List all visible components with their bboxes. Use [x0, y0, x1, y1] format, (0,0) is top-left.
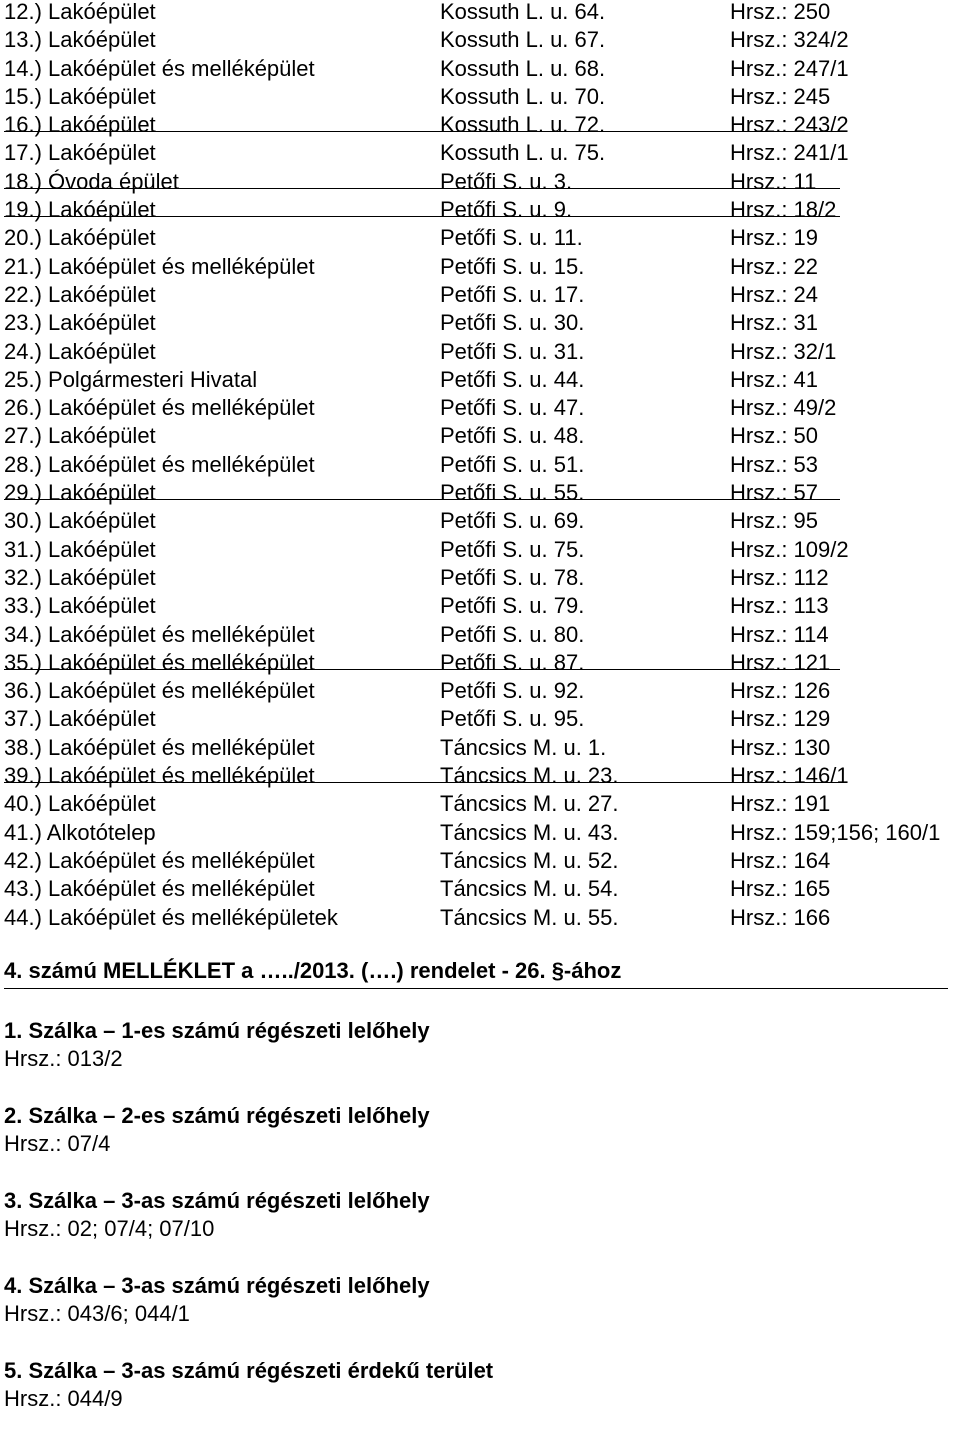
item-hrsz: Hrsz.: 18/2 — [730, 197, 837, 223]
item-name: 14.) Lakóépület és melléképület — [4, 55, 315, 81]
item-hrsz: Hrsz.: 243/2 — [730, 112, 849, 138]
item-address: Kossuth L. u. 64. — [440, 0, 606, 24]
archaeological-sites-list — [4, 1017, 944, 1442]
item-address: Petőfi S. u. 87. — [440, 649, 585, 675]
item-name: 24.) Lakóépület — [4, 338, 156, 364]
item-name: 37.) Lakóépület — [4, 706, 156, 732]
list-item — [0, 255, 960, 283]
item-name: 25.) Polgármesteri Hivatal — [4, 366, 258, 392]
list-item — [0, 509, 960, 537]
item-address: Petőfi S. u. 9. — [440, 197, 573, 223]
item-name: 35.) Lakóépület és melléképület — [4, 649, 315, 675]
item-address: Kossuth L. u. 75. — [440, 140, 606, 166]
item-name: 17.) Lakóépület — [4, 140, 156, 166]
item-hrsz: Hrsz.: 241/1 — [730, 140, 849, 166]
site-entry — [4, 1102, 944, 1187]
list-item — [0, 28, 960, 56]
item-address: Petőfi S. u. 11. — [440, 225, 583, 251]
item-hrsz: Hrsz.: 129 — [730, 706, 831, 732]
list-item — [0, 877, 960, 905]
item-address: Táncsics M. u. 1. — [440, 734, 607, 760]
item-address: Táncsics M. u. 54. — [440, 876, 619, 902]
item-name: 18.) Óvoda épület — [4, 168, 179, 194]
item-name: 31.) Lakóépület — [4, 536, 156, 562]
item-address: Petőfi S. u. 78. — [440, 564, 585, 590]
item-address: Kossuth L. u. 70. — [440, 83, 606, 109]
item-address: Petőfi S. u. 15. — [440, 253, 585, 279]
item-name: 26.) Lakóépület és melléképület — [4, 395, 315, 421]
item-hrsz: Hrsz.: 164 — [730, 847, 831, 873]
item-name: 19.) Lakóépület — [4, 197, 156, 223]
item-name: 21.) Lakóépület és melléképület — [4, 253, 315, 279]
item-address: Kossuth L. u. 72. — [440, 112, 606, 138]
site-entry — [4, 1357, 944, 1442]
item-address: Petőfi S. u. 17. — [440, 281, 585, 307]
list-item — [0, 481, 960, 509]
item-hrsz: Hrsz.: 130 — [730, 734, 831, 760]
list-item — [0, 311, 960, 339]
site-entry — [4, 1017, 944, 1102]
site-hrsz: Hrsz.: 044/9 — [4, 1386, 123, 1411]
item-name: 22.) Lakóépület — [4, 281, 156, 307]
item-name: 29.) Lakóépület — [4, 480, 156, 506]
item-hrsz: Hrsz.: 250 — [730, 0, 831, 24]
item-hrsz: Hrsz.: 32/1 — [730, 338, 837, 364]
list-item — [0, 906, 960, 934]
list-item — [0, 198, 960, 226]
item-name: 33.) Lakóépület — [4, 593, 156, 619]
item-address: Petőfi S. u. 69. — [440, 508, 585, 534]
item-hrsz: Hrsz.: 109/2 — [730, 536, 849, 562]
item-name: 40.) Lakóépület — [4, 791, 156, 817]
item-name: 38.) Lakóépület és melléképület — [4, 734, 315, 760]
list-item — [0, 792, 960, 820]
item-name: 16.) Lakóépület — [4, 112, 156, 138]
list-item — [0, 368, 960, 396]
item-hrsz: Hrsz.: 113 — [730, 593, 829, 619]
list-item — [0, 821, 960, 849]
item-hrsz: Hrsz.: 53 — [730, 451, 819, 477]
item-address: Petőfi S. u. 47. — [440, 395, 585, 421]
item-address: Petőfi S. u. 80. — [440, 621, 585, 647]
item-address: Táncsics M. u. 43. — [440, 819, 619, 845]
site-hrsz: Hrsz.: 043/6; 044/1 — [4, 1301, 190, 1326]
item-hrsz: Hrsz.: 121 — [730, 649, 831, 675]
list-item — [0, 170, 960, 198]
item-hrsz: Hrsz.: 49/2 — [730, 395, 837, 421]
item-name: 41.) Alkotótelep — [4, 819, 156, 845]
list-item — [0, 651, 960, 679]
item-name: 43.) Lakóépület és melléképület — [4, 876, 315, 902]
list-item — [0, 623, 960, 651]
item-address: Petőfi S. u. 51. — [440, 451, 585, 477]
item-hrsz: Hrsz.: 112 — [730, 564, 829, 590]
item-address: Petőfi S. u. 92. — [440, 678, 585, 704]
item-name: 15.) Lakóépület — [4, 83, 156, 109]
item-address: Petőfi S. u. 55. — [440, 480, 585, 506]
item-address: Petőfi S. u. 31. — [440, 338, 585, 364]
item-hrsz: Hrsz.: 114 — [730, 621, 829, 647]
list-item — [0, 283, 960, 311]
item-hrsz: Hrsz.: 245 — [730, 83, 831, 109]
item-name: 30.) Lakóépület — [4, 508, 156, 534]
list-item — [0, 424, 960, 452]
item-name: 12.) Lakóépület — [4, 0, 156, 24]
item-hrsz: Hrsz.: 41 — [730, 366, 819, 392]
item-name: 13.) Lakóépület — [4, 27, 156, 53]
item-address: Petőfi S. u. 79. — [440, 593, 585, 619]
item-name: 32.) Lakóépület — [4, 564, 156, 590]
list-item — [0, 736, 960, 764]
list-item — [0, 85, 960, 113]
item-hrsz: Hrsz.: 166 — [730, 904, 831, 930]
item-name: 23.) Lakóépület — [4, 310, 156, 336]
item-hrsz: Hrsz.: 324/2 — [730, 27, 849, 53]
item-hrsz: Hrsz.: 165 — [730, 876, 831, 902]
item-address: Petőfi S. u. 30. — [440, 310, 585, 336]
item-name: 28.) Lakóépület és melléképület — [4, 451, 315, 477]
item-hrsz: Hrsz.: 159;156; 160/1 — [730, 819, 941, 845]
item-name: 27.) Lakóépület — [4, 423, 156, 449]
item-address: Petőfi S. u. 44. — [440, 366, 585, 392]
item-address: Táncsics M. u. 55. — [440, 904, 619, 930]
site-hrsz: Hrsz.: 02; 07/4; 07/10 — [4, 1216, 215, 1241]
list-item — [0, 764, 960, 792]
item-address: Kossuth L. u. 68. — [440, 55, 606, 81]
item-hrsz: Hrsz.: 50 — [730, 423, 819, 449]
list-item — [0, 141, 960, 169]
item-address: Petőfi S. u. 3. — [440, 168, 573, 194]
site-title: 3. Szálka – 3-as számú régészeti lelőhely — [4, 1188, 430, 1213]
list-item — [0, 566, 960, 594]
item-hrsz: Hrsz.: 31 — [730, 310, 819, 336]
item-hrsz: Hrsz.: 11 — [730, 168, 817, 194]
list-item — [0, 453, 960, 481]
item-address: Táncsics M. u. 27. — [440, 791, 619, 817]
item-name: 36.) Lakóépület és melléképület — [4, 678, 315, 704]
list-item — [0, 340, 960, 368]
list-item — [0, 707, 960, 735]
item-address: Kossuth L. u. 67. — [440, 27, 606, 53]
site-title: 4. Szálka – 3-as számú régészeti lelőhely — [4, 1273, 430, 1298]
item-name: 39.) Lakóépület és melléképület — [4, 763, 315, 789]
annex-heading: 4. számú MELLÉKLET a …../2013. (….) rendelet - 26. §-ához — [4, 958, 948, 989]
item-name: 42.) Lakóépület és melléképület — [4, 847, 315, 873]
list-item — [0, 226, 960, 254]
item-name: 44.) Lakóépület és melléképületek — [4, 904, 338, 930]
item-hrsz: Hrsz.: 247/1 — [730, 55, 849, 81]
item-address: Petőfi S. u. 48. — [440, 423, 585, 449]
site-title: 2. Szálka – 2-es számú régészeti lelőhely — [4, 1103, 430, 1128]
item-hrsz: Hrsz.: 191 — [730, 791, 831, 817]
list-item — [0, 849, 960, 877]
item-name: 34.) Lakóépület és melléképület — [4, 621, 315, 647]
site-hrsz: Hrsz.: 07/4 — [4, 1131, 111, 1156]
item-hrsz: Hrsz.: 24 — [730, 281, 819, 307]
item-name: 20.) Lakóépület — [4, 225, 156, 251]
site-entry — [4, 1187, 944, 1272]
site-title: 5. Szálka – 3-as számú régészeti érdekű terület — [4, 1358, 494, 1383]
site-entry — [4, 1272, 944, 1357]
site-hrsz: Hrsz.: 013/2 — [4, 1046, 123, 1071]
item-address: Petőfi S. u. 75. — [440, 536, 585, 562]
item-hrsz: Hrsz.: 22 — [730, 253, 819, 279]
list-item — [0, 0, 960, 28]
item-hrsz: Hrsz.: 146/1 — [730, 763, 849, 789]
list-item — [0, 679, 960, 707]
item-hrsz: Hrsz.: 19 — [730, 225, 819, 251]
list-item — [0, 538, 960, 566]
item-address: Petőfi S. u. 95. — [440, 706, 585, 732]
item-hrsz: Hrsz.: 95 — [730, 508, 819, 534]
list-item — [0, 396, 960, 424]
item-address: Táncsics M. u. 52. — [440, 847, 619, 873]
list-item — [0, 113, 960, 141]
item-hrsz: Hrsz.: 126 — [730, 678, 831, 704]
item-hrsz: Hrsz.: 57 — [730, 480, 819, 506]
site-title: 1. Szálka – 1-es számú régészeti lelőhely — [4, 1018, 430, 1043]
item-address: Táncsics M. u. 23. — [440, 763, 619, 789]
list-item — [0, 594, 960, 622]
list-item — [0, 57, 960, 85]
